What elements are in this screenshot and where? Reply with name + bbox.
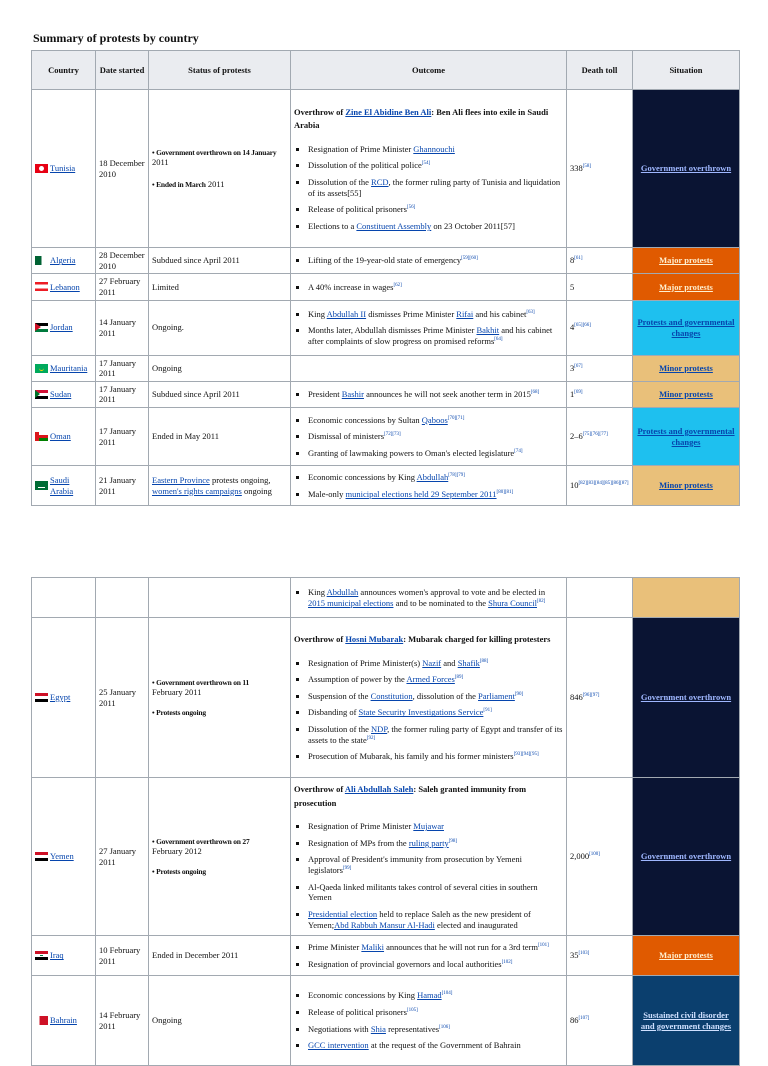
tunisia-flag-icon: [35, 164, 48, 173]
protest-summary-table: [31, 50, 740, 506]
table-row-sudan: Sudan 17 January 2011 Subdued since April 2011 ▪ President Bashir announces he will not seek another term in 2015[68] 1[69] Minor protests: [32, 381, 740, 407]
header-death-toll[interactable]: Death toll: [567, 51, 633, 90]
outcome-headline: Overthrow of Ali Abdullah Saleh: Saleh granted immunity from prosecution: [294, 784, 527, 808]
egypt-flag-icon: [35, 693, 48, 702]
list-item: ▪ Dissolution of the NDP, the former ruling party of Egypt and transfer of its assets to the state[92]: [308, 721, 563, 748]
table-row-tunisia: Tunisia 18 December 2010 • Government overthrown on 14 January 2011 • Ended in March 2011 Overthrow of Zine El Abidine Ben Ali: Ben Ali flees into exile in Saudi Arabia ▪ Resignation of Prime Minister Ghannouchi ▪ Dissolution of the political police[54] ▪ Dissolution of the RCD, the former ruling party of Tunisia and liquidation of its assets[55] ▪ Release of political prisoners[56] ▪ Elections to a Constituent Assembly on 23 October 2011[57] 338[58] Government overthrown: [32, 90, 740, 248]
list-item: ▪ Male-only municipal elections held 29 September 2011[80][81]: [308, 486, 563, 503]
list-item: ▪ King Abdullah announces women's approval to vote and be elected in 2015 municipal elections and to be nominated to the Shura Council[82]: [308, 584, 563, 611]
outcome-headline: Overthrow of Zine El Abidine Ben Ali: Ben Ali flees into exile in Saudi Arabia: [294, 106, 549, 131]
situation-link[interactable]: Major protests: [659, 950, 713, 961]
page-title: Summary of protests by country: [33, 31, 199, 45]
table-row-lebanon: Lebanon 27 February 2011 Limited ▪ A 40% increase in wages[62] 5 Major protests: [32, 274, 740, 300]
list-item: ▪ Suspension of the Constitution, dissolution of the Parliament[90]: [308, 688, 563, 705]
list-item: ▪ Release of political prisoners[105]: [308, 1004, 563, 1021]
situation-link[interactable]: Major protests: [659, 255, 713, 266]
list-item: ▪ Resignation of Prime Minister Ghannouchi: [308, 141, 563, 158]
country-link-tunisia[interactable]: Tunisia: [50, 163, 76, 174]
situation-link[interactable]: Sustained civil disorder and government changes: [640, 1010, 732, 1031]
list-item: ▪ King Abdullah II dismisses Prime Minister Rifai and his cabinet[63]: [308, 306, 563, 323]
list-item: ▪ Prime Minister Maliki announces that he will not run for a 3rd term[101]: [308, 939, 563, 956]
country-link-saudi-arabia[interactable]: Saudi Arabia: [50, 474, 74, 496]
list-item: ▪ Economic concessions by Sultan Qaboos[70][71]: [308, 412, 563, 429]
country-link-lebanon[interactable]: Lebanon: [50, 281, 80, 292]
country-link-mauritania[interactable]: Mauritania: [50, 362, 88, 373]
situation-link[interactable]: Minor protests: [659, 480, 713, 491]
list-item: ▪ GCC intervention at the request of the Government of Bahrain: [308, 1037, 563, 1054]
header-situation[interactable]: Situation: [633, 51, 740, 90]
list-item: ▪ Months later, Abdullah dismisses Prime Minister Bakhit and his cabinet after complaints of slow progress on promised reforms[64]: [308, 322, 563, 349]
country-link-jordan[interactable]: Jordan: [50, 322, 73, 333]
saudi-arabia-flag-icon: [35, 481, 48, 490]
table-row-egypt: Egypt 25 January 2011 • Government overthrown on 11 February 2011 • Protests ongoing Overthrow of Hosni Mubarak: Mubarak charged for killing protesters ▪ Resignation of Prime Minister(s) Nazif and Shafik[88] ▪ Assumption of power by the Armed Forces[89] ▪ Suspension of the Constitution, dissolution of the Parliament[90] ▪ Disbanding of State Security Investigations Service[91] ▪ Dissolution of the NDP, the former ruling party of Egypt and transfer of its assets to the state[92] ▪ Prosecution of Mubarak, his family and his former ministers[93][94][95] 846[96][97] Government overthrown: [32, 618, 740, 778]
situation-link[interactable]: Protests and governmental changes: [637, 316, 735, 338]
header-status[interactable]: Status of protests: [149, 51, 291, 90]
list-item: ▪ Prosecution of Mubarak, his family and his former ministers[93][94][95]: [308, 748, 563, 765]
list-item: ▪ Dissolution of the RCD, the former ruling party of Tunisia and liquidation of its assets[55]: [308, 174, 563, 201]
jordan-flag-icon: [35, 323, 48, 332]
situation-link[interactable]: Government overthrown: [640, 163, 732, 174]
yemen-flag-icon: [35, 852, 48, 861]
outcome-headline: Overthrow of Hosni Mubarak: Mubarak charged for killing protesters: [294, 634, 551, 645]
situation-link[interactable]: Government overthrown: [640, 851, 732, 862]
list-item: ▪ Lifting of the 19-year-old state of emergency[59][60]: [308, 252, 563, 269]
list-item: ▪ Negotiations with Shia representatives[106]: [308, 1021, 563, 1038]
list-item: ▪ Resignation of provincial governors and local authorities[102]: [308, 956, 563, 973]
list-item: ▪ Resignation of MPs from the ruling party[98]: [308, 835, 563, 852]
list-item: ▪ Resignation of Prime Minister Mujawar: [308, 818, 563, 835]
leader-link[interactable]: Ali Abdullah Saleh: [344, 784, 414, 794]
list-item: ▪ Approval of President's immunity from prosecution by Yemeni legislators[99]: [308, 851, 563, 878]
table-row-mauritania: Mauritania 17 January 2011 Ongoing 3[67] Minor protests: [32, 355, 740, 381]
country-link-iraq[interactable]: Iraq: [50, 950, 64, 961]
leader-link[interactable]: Hosni Mubarak: [345, 634, 404, 645]
list-item: ▪ Economic concessions by King Hamad[104]: [308, 987, 563, 1004]
table-row-iraq: Iraq 10 February 2011 Ended in December 2011 ▪ Prime Minister Maliki announces that he will not run for a 3rd term[101] ▪ Resignation of provincial governors and local authorities[102] 35[103] Major protests: [32, 936, 740, 976]
header-country[interactable]: Country: [32, 51, 96, 90]
situation-link[interactable]: Protests and governmental changes: [637, 425, 735, 447]
table-row-oman: Oman 17 January 2011 Ended in May 2011 ▪ Economic concessions by Sultan Qaboos[70][71] ▪ Dismissal of ministers[72][73] ▪ Granting of lawmaking powers to Oman's elected legislature[74] 2–6[75][76][77] Protests and governmental changes: [32, 408, 740, 466]
table-row-yemen: Yemen 27 January 2011 • Government overthrown on 27 February 2012 • Protests ongoing Overthrow of Ali Abdullah Saleh: Saleh granted immunity from prosecution ▪ Resignation of Prime Minister Mujawar ▪ Resignation of MPs from the ruling party[98] ▪ Approval of President's immunity from prosecution by Yemeni legislators[99] ▪ Al-Qaeda linked militants takes control of several cities in southern Yemen ▪ Presidential election held to replace Saleh as the new president of Yemen;Abd Rabbuh Mansur Al-Hadi elected and inaugurated 2,000[100] Government overthrown: [32, 778, 740, 936]
country-link-egypt[interactable]: Egypt: [50, 692, 71, 703]
list-item: ▪ Granting of lawmaking powers to Oman's elected legislature[74]: [308, 445, 563, 462]
country-link-sudan[interactable]: Sudan: [50, 389, 72, 400]
list-item: ▪ Release of political prisoners[56]: [308, 201, 563, 218]
iraq-flag-icon: [35, 951, 48, 960]
algeria-flag-icon: [35, 256, 48, 265]
list-item: ▪ Disbanding of State Security Investigations Service[91]: [308, 704, 563, 721]
country-link-algeria[interactable]: Algeria: [50, 255, 76, 266]
death-toll-cell: 338[58]: [567, 90, 633, 248]
country-link-yemen[interactable]: Yemen: [50, 851, 74, 862]
table-row-jordan: Jordan 14 January 2011 Ongoing. ▪ King Abdullah II dismisses Prime Minister Rifai and his cabinet[63] ▪ Months later, Abdullah dismisses Prime Minister Bakhit and his cabinet after complaints of slow progress on promised reforms[64] 4[65][66] Protests and governmental changes: [32, 300, 740, 355]
situation-link[interactable]: Major protests: [659, 281, 713, 292]
mauritania-flag-icon: [35, 364, 48, 373]
header-outcome[interactable]: Outcome: [291, 51, 567, 90]
list-item: ▪ President Bashir announces he will not seek another term in 2015[68]: [308, 386, 563, 403]
list-item: ▪ Elections to a Constituent Assembly on 23 October 2011[57]: [308, 218, 563, 235]
situation-link[interactable]: Minor protests: [659, 389, 713, 400]
list-item: ▪ Assumption of power by the Armed Forces[89]: [308, 671, 563, 688]
list-item: ▪ Economic concessions by King Abdullah[78][79]: [308, 469, 563, 486]
situation-link[interactable]: Government overthrown: [640, 692, 732, 703]
table-row-saudi-arabia: Saudi Arabia 21 January 2011 Eastern Province protests ongoing, women's rights campaigns ongoing ▪ Economic concessions by King Abdullah[78][79] ▪ Male-only municipal elections held 29 September 2011[80][81] 10[82][83][84][85][86][87] Minor protests: [32, 466, 740, 506]
header-date-started[interactable]: Date started: [96, 51, 149, 90]
table-row-bahrain: Bahrain 14 February 2011 Ongoing ▪ Economic concessions by King Hamad[104] ▪ Release of political prisoners[105] ▪ Negotiations with Shia representatives[106] ▪ GCC intervention at the request of the Government of Bahrain 86[107] Sustained civil disorder and government changes: [32, 976, 740, 1066]
list-item: ▪ Resignation of Prime Minister(s) Nazif and Shafik[88]: [308, 655, 563, 672]
table-header-row: [32, 51, 740, 90]
lebanon-flag-icon: [35, 282, 48, 291]
situation-link[interactable]: Minor protests: [659, 362, 713, 373]
table-row-saudi-continued: [32, 578, 740, 618]
list-item: ▪ Al-Qaeda linked militants takes control of several cities in southern Yemen: [308, 879, 563, 906]
country-link-bahrain[interactable]: Bahrain: [50, 1015, 77, 1026]
sudan-flag-icon: [35, 390, 48, 399]
oman-flag-icon: [35, 432, 48, 441]
outcome-list: [294, 141, 563, 235]
country-link-oman[interactable]: Oman: [50, 431, 71, 442]
list-item: ▪ Dissolution of the political police[54]: [308, 157, 563, 174]
protest-summary-table-continued: [31, 577, 740, 1066]
date-cell: 18 December 2010: [96, 90, 149, 248]
list-item: ▪ Dismissal of ministers[72][73]: [308, 428, 563, 445]
list-item: ▪ Presidential election held to replace Saleh as the new president of Yemen;Abd Rabbuh Mansur Al-Hadi elected and inaugurated: [308, 906, 563, 933]
leader-link[interactable]: Zine El Abidine Ben Ali: [345, 106, 432, 117]
list-item: ▪ A 40% increase in wages[62]: [308, 279, 563, 296]
table-row-algeria: Algeria 28 December 2010 Subdued since April 2011 ▪ Lifting of the 19-year-old state of emergency[59][60] 8[61] Major protests: [32, 248, 740, 274]
